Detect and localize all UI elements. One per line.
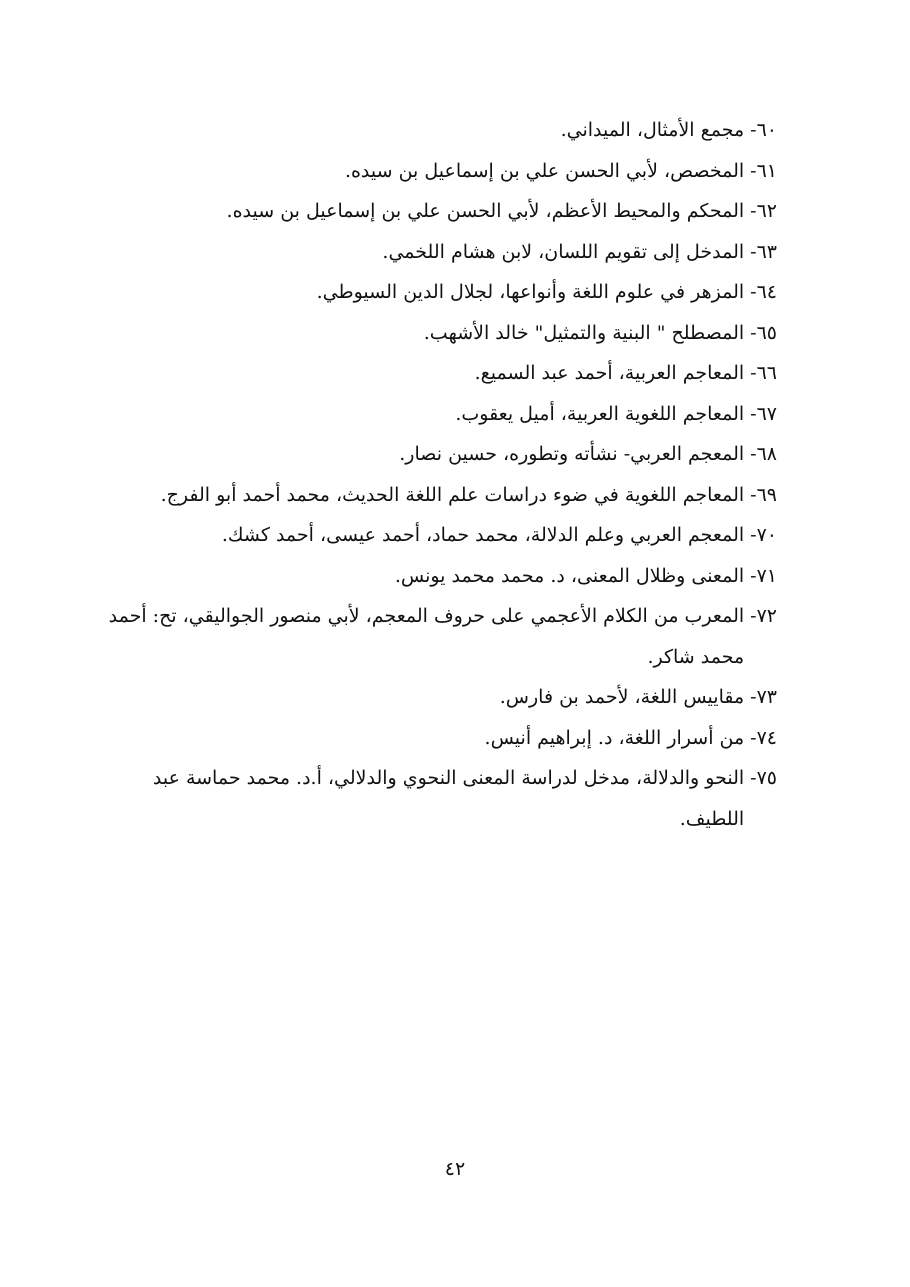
reference-item [97, 313, 777, 354]
reference-text: المعجم العربي وعلم الدلالة، محمد حماد، أحمد عيسى، أحمد كشك. [221, 524, 745, 546]
reference-item [97, 596, 777, 677]
reference-text: المعاجم اللغوية العربية، أميل يعقوب. [455, 402, 745, 425]
reference-number: ٧٤- [750, 726, 777, 749]
reference-number: ٦٧- [750, 402, 777, 425]
reference-number: ٧٠- [750, 524, 777, 546]
reference-item [97, 758, 777, 839]
reference-item [97, 677, 777, 718]
reference-item [97, 232, 777, 273]
reference-text: المعاجم اللغوية في ضوء دراسات علم اللغة الحديث، محمد أحمد أبو الفرج. [160, 483, 745, 506]
reference-number: ٦٥- [750, 321, 777, 344]
reference-item [97, 475, 777, 516]
reference-text: المخصص، لأبي الحسن علي بن إسماعيل بن سيده. [344, 159, 745, 182]
reference-text: المدخل إلى تقويم اللسان، لابن هشام اللخمي. [382, 240, 745, 263]
reference-text: النحو والدلالة، مدخل لدراسة المعنى النحوي والدلالي، أ.د. محمد حماسة عبد اللطيف. [152, 767, 745, 830]
reference-number: ٦٦- [750, 362, 777, 384]
reference-text: المزهر في علوم اللغة وأنواعها، لجلال الدين السيوطي. [316, 281, 745, 303]
reference-item [97, 191, 777, 232]
reference-number: ٦٨- [750, 443, 777, 465]
reference-text: المحكم والمحيط الأعظم، لأبي الحسن علي بن إسماعيل بن سيده. [226, 200, 745, 222]
page-number: ٤٢ [444, 1158, 466, 1180]
reference-text: المعرب من الكلام الأعجمي على حروف المعجم، لأبي منصور الجواليقي، تح: أحمد محمد شاكر. [108, 605, 745, 668]
reference-number: ٦١- [750, 159, 777, 182]
reference-number: ٦٤- [750, 281, 777, 303]
reference-item [97, 353, 777, 394]
reference-number: ٧١- [750, 564, 777, 587]
reference-text: مجمع الأمثال، الميداني. [560, 119, 745, 141]
reference-item [97, 110, 777, 151]
reference-item [97, 718, 777, 759]
reference-item [97, 151, 777, 192]
reference-number: ٦٣- [750, 240, 777, 263]
references-list [97, 110, 777, 839]
reference-number: ٦٠- [750, 119, 777, 141]
reference-number: ٧٢- [750, 605, 777, 627]
reference-item [97, 272, 777, 313]
reference-text: المعاجم العربية، أحمد عبد السميع. [474, 362, 745, 384]
reference-item [97, 556, 777, 597]
reference-number: ٧٣- [750, 686, 777, 708]
reference-item [97, 394, 777, 435]
reference-text: المعنى وظلال المعنى، د. محمد محمد يونس. [394, 564, 745, 587]
reference-item [97, 515, 777, 556]
reference-text: من أسرار اللغة، د. إبراهيم أنيس. [484, 726, 745, 749]
reference-number: ٧٥- [750, 767, 777, 789]
reference-item [97, 434, 777, 475]
reference-number: ٦٩- [750, 483, 777, 506]
reference-text: المصطلح " البنية والتمثيل" خالد الأشهب. [423, 321, 745, 344]
reference-text: مقاييس اللغة، لأحمد بن فارس. [499, 686, 745, 708]
reference-number: ٦٢- [750, 200, 777, 222]
reference-text: المعجم العربي- نشأته وتطوره، حسين نصار. [399, 443, 745, 465]
